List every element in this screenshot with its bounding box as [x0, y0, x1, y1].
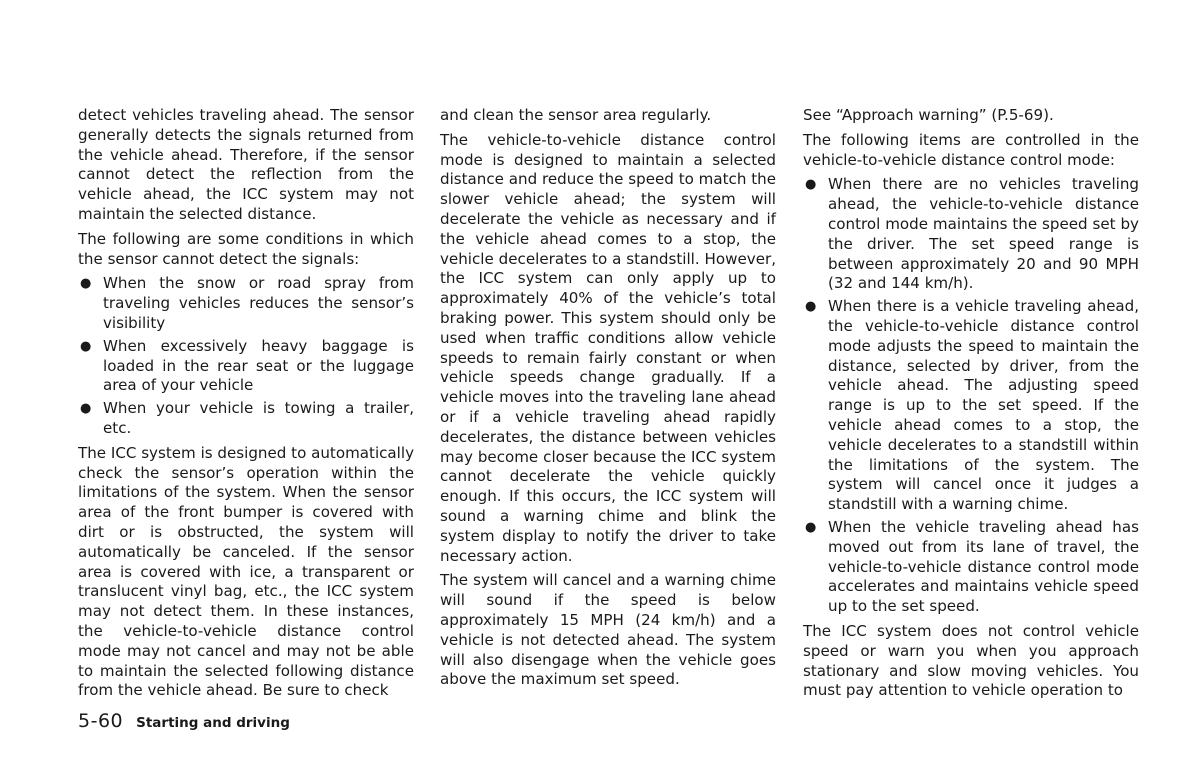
page-number: 5-60 — [78, 710, 124, 732]
page-footer — [78, 710, 290, 732]
bullet-icon: ● — [805, 299, 817, 315]
list-item: ● When there is a vehicle traveling ahead, the vehicle-to-vehicle distance control mode adjusts the speed to maintain the distance, selected by driver, from the vehicle ahead. The adjusting speed range is up to the set speed. If the vehicle ahead comes to a stop, the vehicle decelerates to a standstill within the limitations of the system. The system will cancel once it judges a standstill with a warning chime. — [805, 297, 1139, 514]
bullet-icon: ● — [80, 401, 92, 417]
section-title: Starting and driving — [136, 715, 290, 731]
paragraph: The ICC system does not control vehicle speed or warn you when you approach stationary and slow moving vehicles. You must pay attention to vehicle operation to — [803, 621, 1139, 700]
list-item: ● When the vehicle traveling ahead has moved out from its lane of travel, the vehicle-to-vehicle distance control mode accelerates and maintains vehicle speed up to the set speed. — [805, 517, 1139, 616]
list-item: ● When your vehicle is towing a trailer, etc. — [80, 399, 414, 437]
bullet-icon: ● — [805, 519, 817, 535]
bullet-list — [803, 175, 1139, 617]
list-item: ● When the snow or road spray from traveling vehicles reduces the sensor’s visibility — [80, 274, 414, 332]
column-left — [78, 106, 414, 706]
paragraph: The following are some conditions in which the sensor cannot detect the signals: — [78, 229, 414, 268]
paragraph: The following items are controlled in the vehicle-to-vehicle distance control mode: — [803, 130, 1139, 169]
paragraph: The system will cancel and a warning chime will sound if the speed is below approximately 15 MPH (24 km/h) and a vehicle is not detected ahead. The system will also disengage when the vehicle goes above the maximum set speed. — [440, 571, 776, 689]
list-item: ● When there are no vehicles traveling ahead, the vehicle-to-vehicle distance control mode maintains the speed set by the driver. The set speed range is between approximately 20 and 90 MPH (32 and 144 km/h). — [805, 175, 1139, 293]
list-item: ● When excessively heavy baggage is loaded in the rear seat or the luggage area of your vehicle — [80, 336, 414, 395]
paragraph: The ICC system is designed to automatically check the sensor’s operation within the limitations of the system. When the sensor area of the front bumper is covered with dirt or is obstructed, the system will automatically be canceled. If the sensor area is covered with ice, a transparent or translucent vinyl bag, etc., the ICC system may not detect them. In these instances, the vehicle-to-vehicle distance control mode may not cancel and may not be able to maintain the selected following distance from the vehicle ahead. Be sure to check — [78, 443, 415, 700]
bullet-icon: ● — [80, 276, 92, 292]
bullet-icon: ● — [80, 338, 92, 354]
column-middle — [440, 106, 776, 695]
paragraph: See “Approach warning” (P.5-69). — [803, 106, 1054, 124]
bullet-icon: ● — [805, 177, 817, 193]
bullet-list — [78, 274, 414, 438]
paragraph: and clean the sensor area regularly. — [440, 106, 712, 124]
paragraph: The vehicle-to-vehicle distance control mode is designed to maintain a selected distance and reduce the speed to match the slower vehicle ahead; the system will decelerate the vehicle as necessary and if the vehicle ahead comes to a stop, the vehicle decelerates to a standstill. However, the ICC system can only apply up to approximately 40% of the vehicle’s total braking power. This system should only be used when traffic conditions allow vehicle speeds to remain fairly constant or when vehicle speeds change gradually. If a vehicle moves into the traveling lane ahead or if a vehicle traveling ahead rapidly decelerates, the distance between vehicles may become closer because the ICC system cannot decelerate the vehicle quickly enough. If this occurs, the ICC system will sound a warning chime and blink the system display to notify the driver to take necessary action. — [440, 130, 776, 565]
paragraph: detect vehicles traveling ahead. The sensor generally detects the signals returned from the vehicle ahead. Therefore, if the sensor cannot detect the reflection from the vehicle ahead, the ICC system may not maintain the selected distance. — [78, 106, 414, 223]
column-right — [803, 106, 1139, 706]
